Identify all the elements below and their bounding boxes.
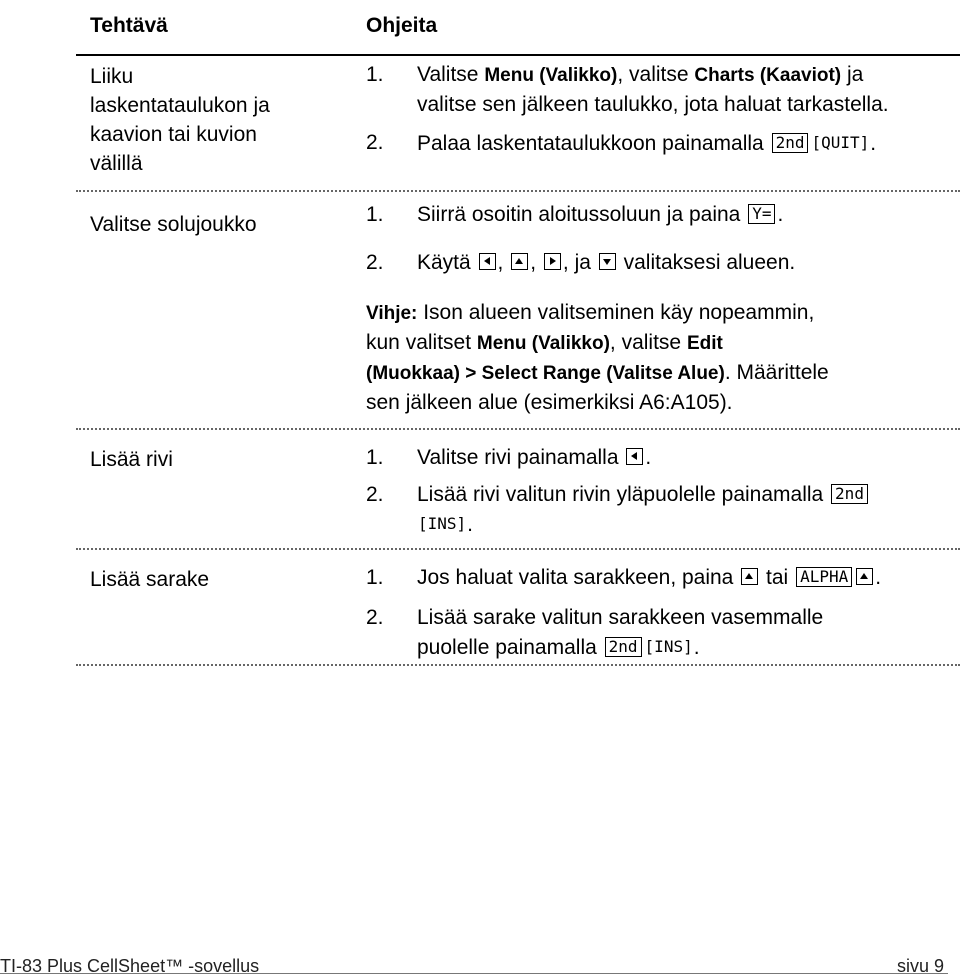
- down-arrow-key-icon: [599, 253, 616, 270]
- step-number: 1.: [366, 203, 384, 226]
- step-text: Valitse rivi painamalla .: [417, 446, 652, 469]
- right-arrow-key-icon: [544, 253, 561, 270]
- header-divider: [76, 54, 960, 56]
- step-number: 2.: [366, 251, 384, 274]
- row-divider: [76, 428, 960, 430]
- key-ins: [INS]: [644, 637, 693, 656]
- row-divider: [76, 664, 960, 666]
- step-text: Palaa laskentataulukkoon painamalla 2nd [QUIT].: [417, 132, 877, 155]
- up-arrow-key-icon: [741, 568, 758, 585]
- key-2nd: 2nd: [831, 484, 868, 504]
- step-text: Jos haluat valita sarakkeen, paina tai ALPHA .: [417, 566, 882, 589]
- left-arrow-key-icon: [479, 253, 496, 270]
- key-alpha: ALPHA: [796, 567, 852, 587]
- task-label-insert-row: Lisää rivi: [90, 448, 173, 471]
- step-number: 2.: [366, 131, 384, 154]
- step-number: 1.: [366, 446, 384, 469]
- row-divider: [76, 548, 960, 550]
- task-label-select-range: Valitse solujoukko: [90, 213, 257, 236]
- step-number: 1.: [366, 566, 384, 589]
- key-2nd: 2nd: [772, 133, 809, 153]
- key-y-equals: Y=: [748, 204, 775, 224]
- key-quit: [QUIT]: [811, 133, 870, 152]
- page-number: sivu 9: [896, 956, 944, 976]
- step-text: Lisää rivi valitun rivin yläpuolelle painamalla 2nd [INS].: [417, 480, 870, 539]
- step-number: 2.: [366, 483, 384, 506]
- step-text: Valitse Menu (Valikko), valitse Charts (Kaaviot) ja valitse sen jälkeen taulukko, jota haluat tarkastella.: [417, 63, 889, 116]
- task-label-insert-column: Lisää sarake: [90, 568, 210, 591]
- step-number: 2.: [366, 606, 384, 629]
- key-ins: [INS]: [418, 514, 467, 533]
- step-text: Käytä , , , ja valitaksesi alueen.: [417, 251, 796, 274]
- tip-note: Vihje: Ison alueen valitseminen käy nopeammin, kun valitset Menu (Valikko), valitse Edit (Muokkaa) > Select Range (Valitse Alue). Määrittele sen jälkeen alue (esimerkiksi A6:A105).: [366, 301, 829, 414]
- footer-title: TI-83 Plus CellSheet™ -sovellus: [0, 956, 260, 976]
- task-label-move: Liiku laskentataulukon ja kaavion tai kuvion välillä: [90, 65, 270, 175]
- left-arrow-key-icon: [626, 448, 643, 465]
- step-text: Siirrä osoitin aloitussoluun ja paina Y= .: [417, 203, 784, 226]
- column-header-instructions: Ohjeita: [366, 14, 438, 37]
- row-divider: [76, 190, 960, 192]
- tip-label: Vihje:: [366, 303, 418, 324]
- column-header-task: Tehtävä: [90, 14, 168, 37]
- up-arrow-key-icon: [856, 568, 873, 585]
- up-arrow-key-icon: [511, 253, 528, 270]
- step-text: Lisää sarake valitun sarakkeen vasemmalle puolelle painamalla 2nd [INS].: [417, 606, 824, 659]
- key-2nd: 2nd: [605, 637, 642, 657]
- step-number: 1.: [366, 63, 384, 86]
